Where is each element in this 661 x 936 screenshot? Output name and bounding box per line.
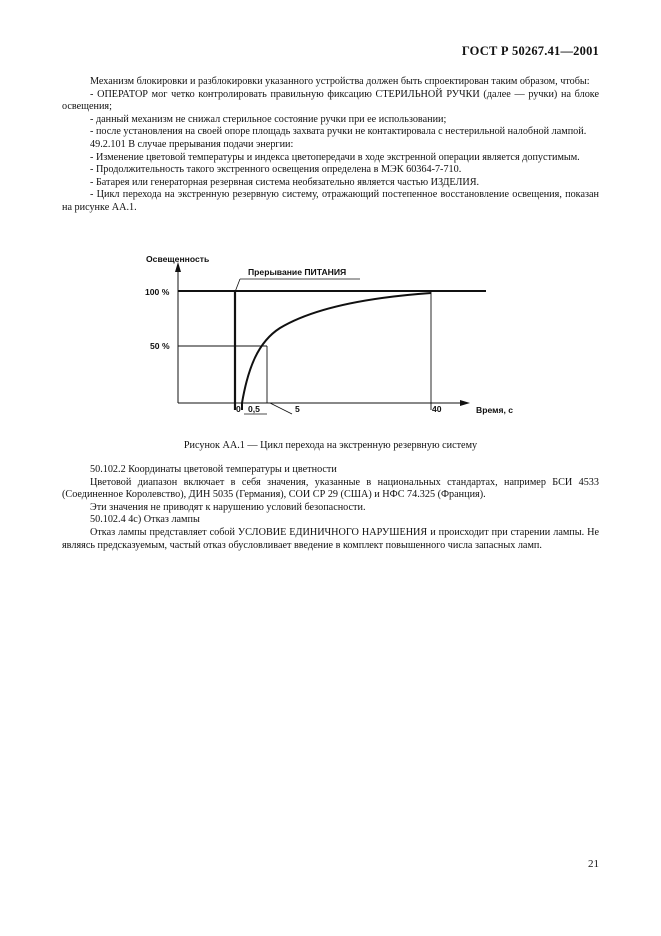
x-tick-label: 0,5 (248, 404, 260, 414)
x-tick-label: 5 (295, 404, 300, 414)
paragraph: - Изменение цветовой температуры и индекса цветопередачи в ходе экстренной операции является допустимым. (90, 151, 580, 163)
annotation-label: Прерывание ПИТАНИЯ (248, 267, 347, 277)
paragraph: - Батарея или генераторная резервная система необязательно является частью ИЗДЕЛИЯ. (90, 176, 480, 188)
section-heading: 49.2.101 В случае прерывания подачи энергии: (90, 138, 294, 150)
paragraph: Цветовой диапазон включает в себя значения, указанные в национальных стандартах, например БСИ 4533 (Соединенное Королевство), ДИН 5035 (Германия), СОИ СР 29 (США) и НФС 74.325 (Франция). (62, 476, 599, 501)
figure-chart (0, 248, 661, 428)
x-axis-arrow (460, 400, 470, 406)
paragraph: Механизм блокировки и разблокировки указанного устройства должен быть спроектирован таким образом, чтобы: (90, 76, 590, 87)
page-number: 21 (588, 858, 599, 870)
section-heading: 50.102.4 4с) Отказ лампы (90, 514, 200, 526)
paragraph: Эти значения не приводят к нарушению условий безопасности. (90, 501, 366, 513)
x-tick-label: 0 (236, 404, 241, 414)
y-axis-label: Освещенность (146, 254, 210, 264)
paragraph: - Продолжительность такого экстренного освещения определена в МЭК 60364-7-710. (90, 164, 462, 176)
paragraph: - после установления на своей опоре площадь захвата ручки не контактировала с нестерильной налобной лампой. (90, 126, 587, 138)
recovery-curve (242, 293, 431, 410)
text-block-upper (62, 76, 599, 215)
y-tick-label: 50 % (150, 341, 170, 351)
paragraph: Отказ лампы представляет собой УСЛОВИЕ ЕДИНИЧНОГО НАРУШЕНИЯ и происходит при старении лампы. Не являясь предсказуемым, частый отказ обусловливает введение в комплект повышенного числа запасных ламп. (62, 526, 599, 551)
paragraph: - Цикл перехода на экстренную резервную систему, отражающий постепенное восстановление освещения, показан на рисунке АА.1. (62, 189, 599, 213)
x-tick-leader (270, 403, 292, 414)
document-header: ГОСТ Р 50267.41—2001 (461, 44, 599, 58)
figure-caption: Рисунок АА.1 — Цикл перехода на экстренную резервную систему (183, 440, 478, 451)
paragraph: - данный механизм не снижал стерильное состояние ручки при ее использовании; (90, 113, 447, 125)
y-tick-label: 100 % (145, 287, 170, 297)
section-heading: 50.102.2 Координаты цветовой температуры и цветности (90, 464, 337, 475)
paragraph: - ОПЕРАТОР мог четко контролировать правильную фиксацию СТЕРИЛЬНОЙ РУЧКИ (далее — ручки) на блоке освещения; (62, 88, 599, 113)
text-block-lower (62, 464, 599, 552)
x-axis-label: Время, с (476, 405, 514, 415)
x-tick-label: 40 (432, 404, 442, 414)
